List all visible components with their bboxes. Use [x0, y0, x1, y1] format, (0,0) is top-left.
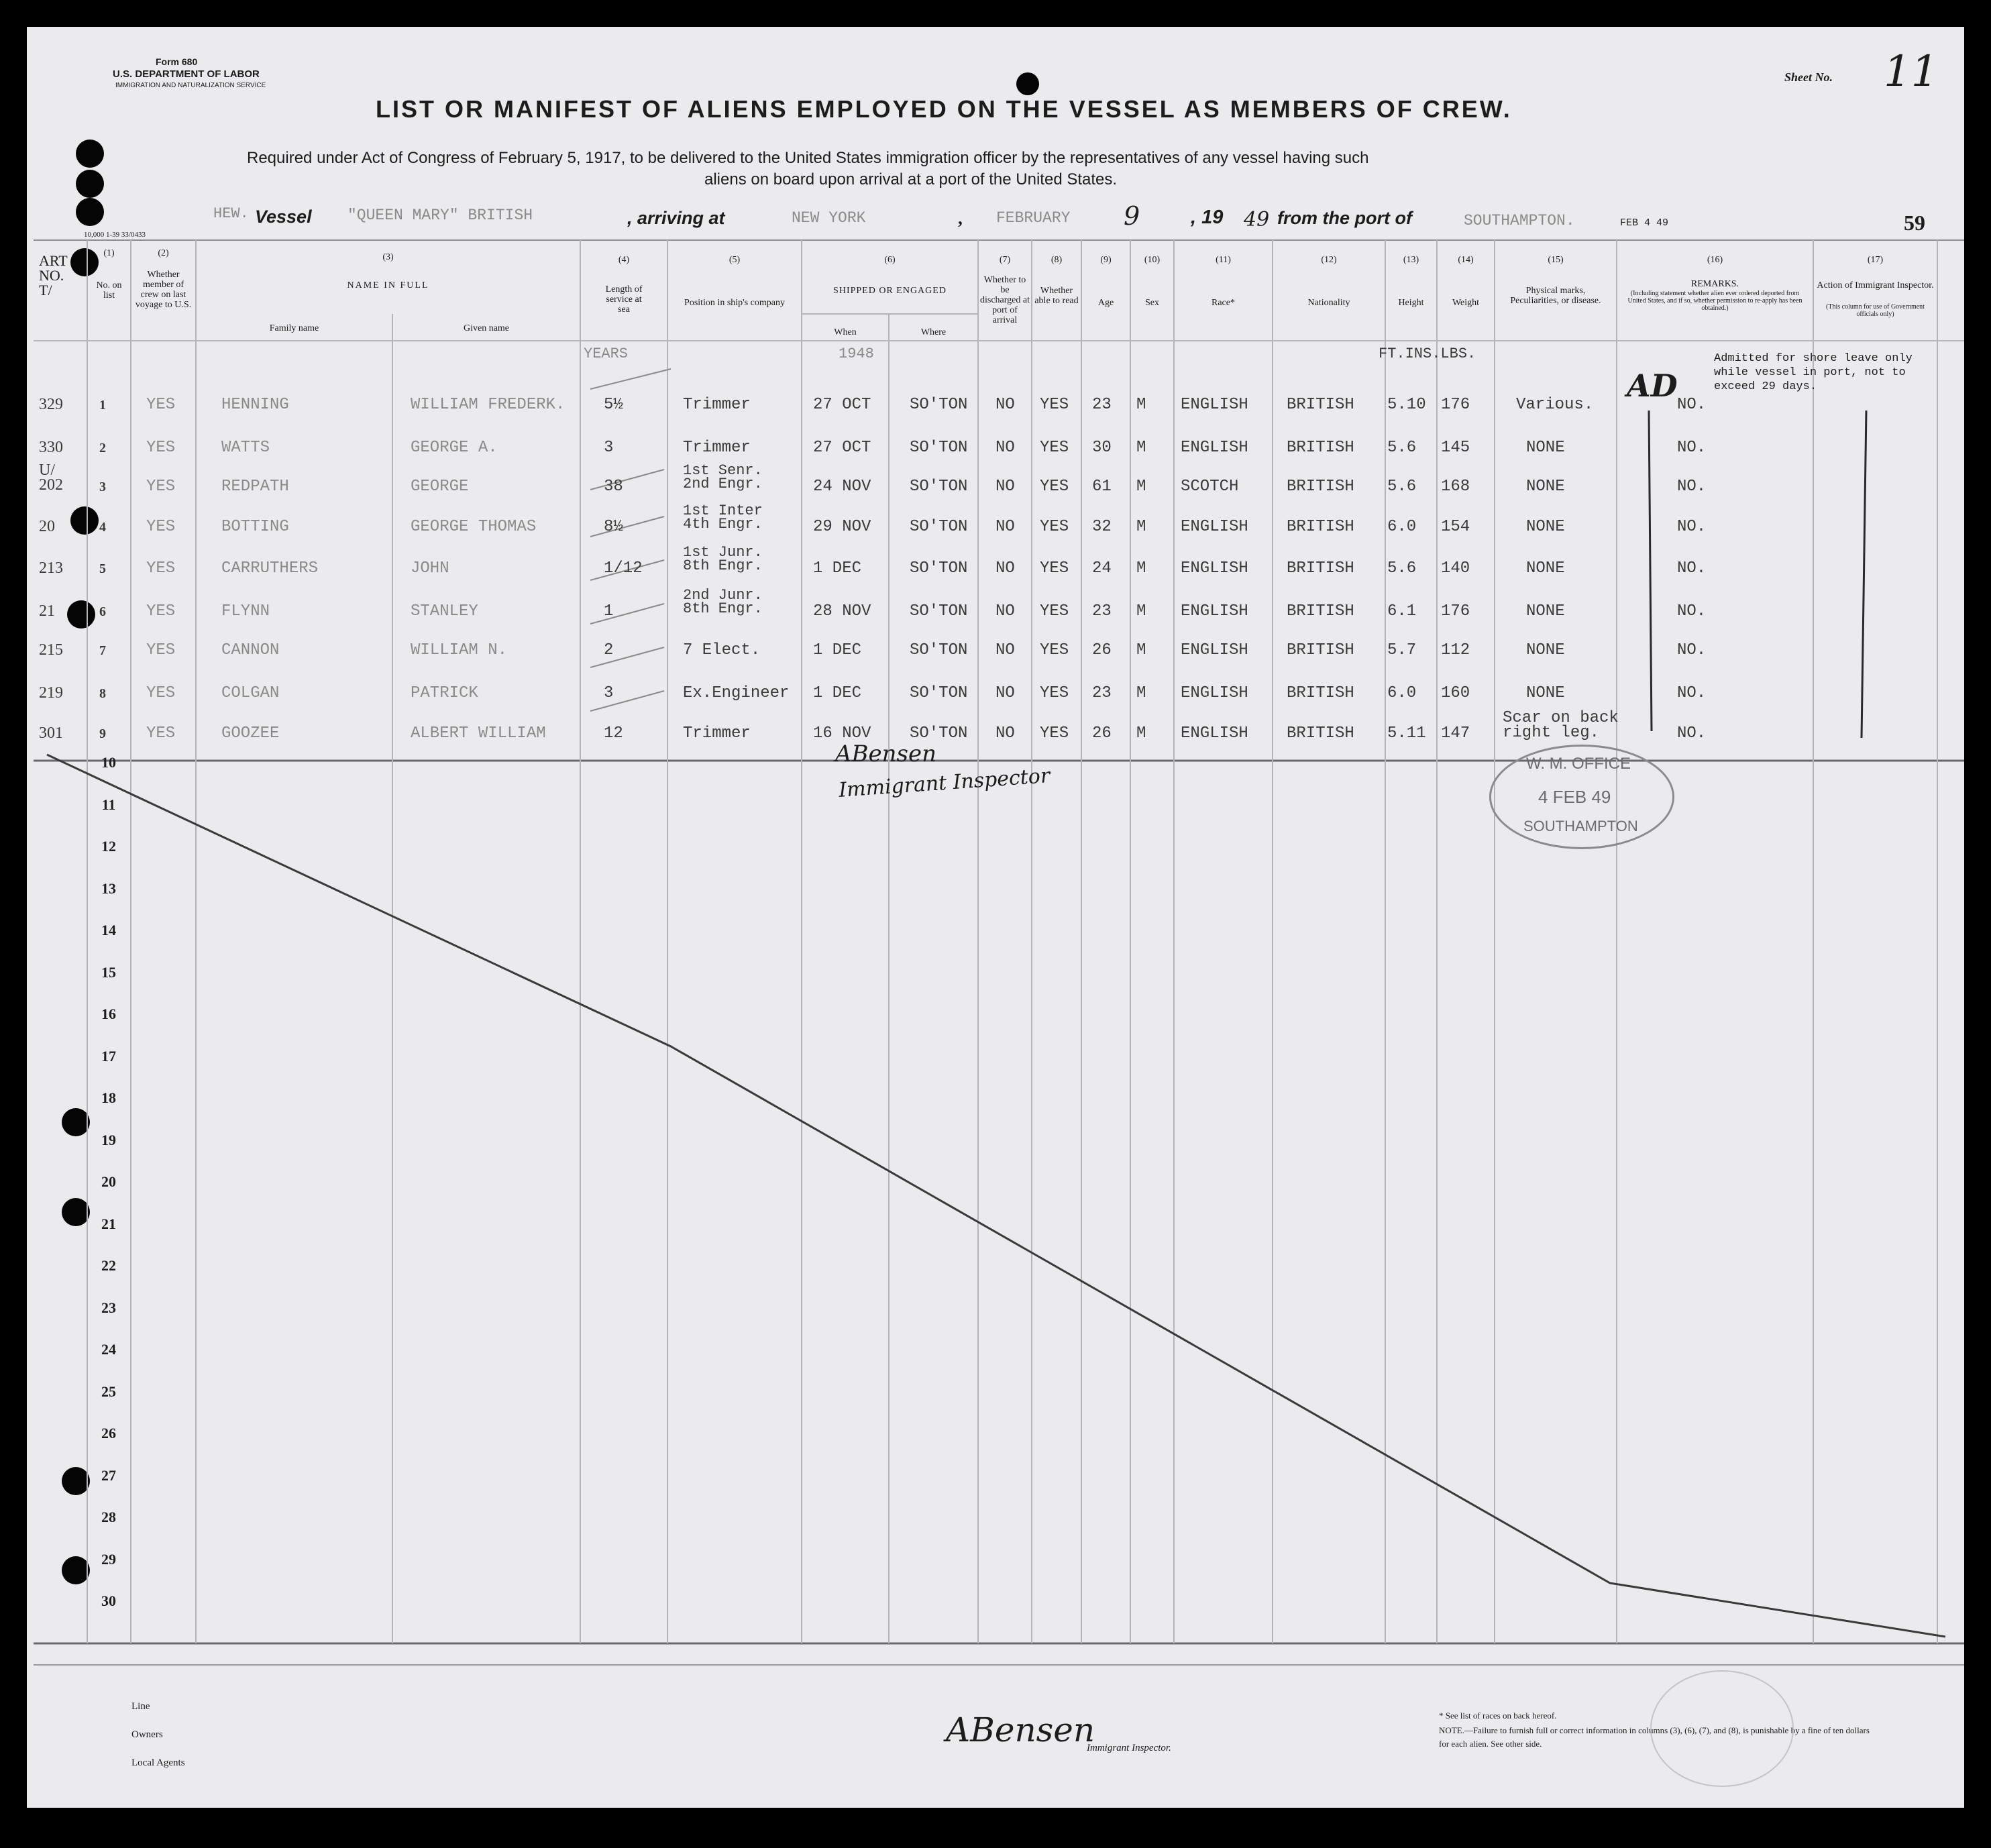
- row-physical-marks: Various.: [1516, 396, 1594, 414]
- col-9-header: Age: [1097, 298, 1114, 308]
- row-given-name: JOHN: [411, 559, 449, 578]
- row-given-name: WILLIAM FREDERK.: [411, 396, 566, 414]
- row-age: 23: [1092, 602, 1112, 620]
- col-2-header: Whether member of crew on last voyage to U.S.: [135, 270, 192, 310]
- col-5-number: (5): [729, 255, 741, 265]
- row-physical-marks: Scar on back right leg.: [1503, 709, 1619, 742]
- row-able-to-read: YES: [1040, 478, 1069, 496]
- row-weight: 176: [1441, 602, 1470, 620]
- where-header: Where: [920, 327, 947, 337]
- col-4-header: Length of service at sea: [605, 284, 643, 315]
- row-nationality: BRITISH: [1287, 518, 1354, 536]
- row-family-name: WATTS: [221, 439, 270, 457]
- art-no-header: ART NO. T/: [39, 252, 68, 298]
- row-family-name: CARRUTHERS: [221, 559, 319, 578]
- col-17-note: (This column for use of Government officials only): [1826, 303, 1925, 318]
- arrival-month: FEBRUARY: [996, 209, 1071, 227]
- col-2-number: (2): [158, 248, 169, 258]
- vessel-prefix: HEW.: [213, 205, 249, 222]
- row-sex: M: [1136, 559, 1146, 578]
- col-17-header: Action of Immigrant Inspector.: [1817, 280, 1934, 290]
- empty-row-number: 14: [101, 922, 116, 938]
- col-15-header: Physical marks, Peculiarities, or disease.: [1510, 286, 1601, 306]
- row-race: ENGLISH: [1181, 439, 1248, 457]
- row-shipped-where: SO'TON: [910, 518, 968, 536]
- row-race: ENGLISH: [1181, 602, 1248, 620]
- row-previous-voyage: YES: [146, 559, 176, 578]
- row-able-to-read: YES: [1040, 602, 1069, 620]
- row-shipped-when: 27 OCT: [813, 396, 871, 414]
- row-sex: M: [1136, 602, 1146, 620]
- row-nationality: BRITISH: [1287, 602, 1354, 620]
- row-position: Trimmer: [683, 396, 751, 414]
- empty-row-number: 25: [101, 1382, 116, 1400]
- row-nationality: BRITISH: [1287, 396, 1354, 414]
- empty-row-number: 18: [101, 1089, 116, 1106]
- empty-row-number: 28: [101, 1509, 116, 1525]
- col-13-number: (13): [1403, 255, 1419, 265]
- row-art-number: 213: [39, 559, 63, 577]
- row-action: NO.: [1677, 684, 1707, 702]
- col-10-number: (10): [1144, 255, 1161, 265]
- year-label: , 19: [1191, 207, 1224, 228]
- row-discharged: NO: [996, 641, 1015, 659]
- row-weight: 168: [1441, 478, 1470, 496]
- row-height: 5.11: [1387, 724, 1426, 743]
- row-action: NO.: [1677, 396, 1707, 414]
- row-weight: 160: [1441, 684, 1470, 702]
- row-weight: 147: [1441, 724, 1470, 743]
- col-13-header: Height: [1398, 298, 1424, 308]
- row-shipped-when: 16 NOV: [813, 724, 871, 743]
- row-position: Ex.Engineer: [683, 684, 790, 702]
- row-physical-marks: NONE: [1526, 439, 1565, 457]
- empty-row-number: 26: [101, 1425, 116, 1442]
- row-previous-voyage: YES: [146, 684, 176, 702]
- row-action: NO.: [1677, 724, 1707, 743]
- row-nationality: BRITISH: [1287, 684, 1354, 702]
- measure-units: FT.INS.LBS.: [1379, 345, 1476, 362]
- inspector-label: Immigrant Inspector.: [1087, 1743, 1171, 1753]
- remarks-note: Admitted for shore leave only while vessel in port, not to exceed 29 days.: [1714, 352, 1913, 393]
- row-shipped-when: 28 NOV: [813, 602, 871, 620]
- col-12-header: Nationality: [1307, 298, 1350, 308]
- col-11-header: Race*: [1212, 298, 1235, 308]
- row-physical-marks: NONE: [1526, 641, 1565, 659]
- row-service-length: 38: [604, 478, 623, 496]
- row-list-number: 2: [99, 441, 106, 455]
- row-race: ENGLISH: [1181, 724, 1248, 743]
- row-age: 23: [1092, 684, 1112, 702]
- ink-stroke: [1862, 411, 1866, 738]
- row-position: Trimmer: [683, 724, 751, 743]
- family-name-header: Family name: [269, 323, 319, 333]
- footer-stamp-ghost: [1650, 1670, 1794, 1787]
- row-shipped-where: SO'TON: [910, 684, 968, 702]
- comma: ,: [958, 208, 963, 228]
- row-age: 30: [1092, 439, 1112, 457]
- row-art-number: 329: [39, 396, 63, 413]
- empty-row-number: 15: [101, 963, 116, 981]
- from-port: SOUTHAMPTON.: [1464, 212, 1575, 229]
- col-3-header: NAME IN FULL: [347, 280, 429, 290]
- row-list-number: 7: [99, 643, 106, 658]
- row-race: ENGLISH: [1181, 518, 1248, 536]
- inspector-initials: AD: [1627, 368, 1678, 404]
- row-able-to-read: YES: [1040, 641, 1069, 659]
- row-art-number: 330: [39, 439, 63, 456]
- row-art-number: 219: [39, 684, 63, 702]
- row-given-name: GEORGE: [411, 478, 469, 496]
- col-3-number: (3): [382, 252, 394, 262]
- col-7-header: Whether to be discharged at port of arrival: [980, 275, 1030, 325]
- page-number: 59: [1904, 211, 1925, 235]
- row-shipped-where: SO'TON: [910, 439, 968, 457]
- arrival-year: 49: [1244, 208, 1270, 231]
- col-4-number: (4): [618, 255, 630, 265]
- years-unit: YEARS: [584, 345, 629, 362]
- row-previous-voyage: YES: [146, 641, 176, 659]
- col-9-number: (9): [1100, 255, 1112, 265]
- row-action: NO.: [1677, 478, 1707, 496]
- row-shipped-when: 1 DEC: [813, 559, 862, 578]
- row-physical-marks: NONE: [1526, 602, 1565, 620]
- row-weight: 140: [1441, 559, 1470, 578]
- row-weight: 145: [1441, 439, 1470, 457]
- row-family-name: COLGAN: [221, 684, 280, 702]
- subtitle-line-1: Required under Act of Congress of February 5, 1917, to be delivered to the United States immigration officer by the representatives of any vessel having such: [247, 149, 1369, 167]
- row-discharged: NO: [996, 602, 1015, 620]
- empty-row-number: 13: [101, 879, 116, 897]
- col-8-number: (8): [1051, 255, 1063, 265]
- page-title: LIST OR MANIFEST OF ALIENS EMPLOYED ON THE VESSEL AS MEMBERS OF CREW.: [376, 95, 1512, 123]
- vessel-name: "QUEEN MARY" BRITISH: [347, 207, 533, 224]
- row-physical-marks: NONE: [1526, 684, 1565, 702]
- row-given-name: GEORGE A.: [411, 439, 498, 457]
- row-previous-voyage: YES: [146, 518, 176, 536]
- row-given-name: GEORGE THOMAS: [411, 518, 537, 536]
- row-action: NO.: [1677, 559, 1707, 578]
- row-sex: M: [1136, 478, 1146, 496]
- row-physical-marks: NONE: [1526, 559, 1565, 578]
- empty-row-number: 12: [101, 838, 116, 855]
- col-14-header: Weight: [1452, 298, 1480, 308]
- row-sex: M: [1136, 724, 1146, 743]
- empty-row-number: 11: [101, 796, 116, 813]
- row-given-name: PATRICK: [411, 684, 478, 702]
- department-label: U.S. DEPARTMENT OF LABOR: [113, 68, 260, 80]
- col-11-number: (11): [1216, 255, 1231, 265]
- row-action: NO.: [1677, 641, 1707, 659]
- col-1-header: No. on list: [96, 280, 122, 301]
- row-family-name: CANNON: [221, 641, 280, 659]
- row-previous-voyage: YES: [146, 602, 176, 620]
- row-shipped-where: SO'TON: [910, 478, 968, 496]
- cancel-diagonal: [47, 755, 1945, 1637]
- row-race: ENGLISH: [1181, 641, 1248, 659]
- row-height: 6.1: [1387, 602, 1417, 620]
- row-shipped-where: SO'TON: [910, 559, 968, 578]
- row-discharged: NO: [996, 518, 1015, 536]
- row-art-number: 21: [39, 602, 55, 620]
- row-position: 7 Elect.: [683, 641, 761, 659]
- empty-row-number: 23: [101, 1299, 116, 1316]
- empty-row-number: 20: [101, 1173, 116, 1190]
- row-age: 26: [1092, 724, 1112, 743]
- row-given-name: STANLEY: [411, 602, 478, 620]
- vessel-label: Vessel: [255, 207, 312, 227]
- row-discharged: NO: [996, 439, 1015, 457]
- row-able-to-read: YES: [1040, 724, 1069, 743]
- row-family-name: GOOZEE: [221, 724, 280, 743]
- row-height: 6.0: [1387, 518, 1417, 536]
- row-list-number: 8: [99, 686, 106, 701]
- print-code: 10,000 1-39 33/0433: [84, 231, 146, 239]
- row-list-number: 4: [99, 520, 106, 535]
- row-physical-marks: NONE: [1526, 518, 1565, 536]
- empty-row-number: 17: [101, 1047, 116, 1065]
- row-discharged: NO: [996, 684, 1015, 702]
- arrival-day: 9: [1124, 201, 1140, 231]
- arrival-port: NEW YORK: [792, 209, 866, 227]
- row-previous-voyage: YES: [146, 396, 176, 414]
- row-race: ENGLISH: [1181, 396, 1248, 414]
- col-14-number: (14): [1458, 255, 1474, 265]
- row-shipped-when: 1 DEC: [813, 684, 862, 702]
- row-nationality: BRITISH: [1287, 724, 1354, 743]
- penalty-note: NOTE.—Failure to furnish full or correct information in columns (3), (6), (7), and (8), is punishable by a fine of ten dollars for each alien. See other side.: [1439, 1725, 1870, 1749]
- row-family-name: REDPATH: [221, 478, 289, 496]
- races-note: * See list of races on back hereof.: [1439, 1710, 1557, 1721]
- inspector-title-mid: Immigrant Inspector: [838, 764, 1051, 802]
- row-previous-voyage: YES: [146, 439, 176, 457]
- stamp-date: 4 FEB 49: [1538, 787, 1611, 807]
- col-17-number: (17): [1867, 255, 1884, 265]
- row-position: 1st Inter 4th Engr.: [683, 502, 763, 533]
- row-nationality: BRITISH: [1287, 478, 1354, 496]
- local-agents-label: Local Agents: [131, 1757, 185, 1768]
- row-discharged: NO: [996, 559, 1015, 578]
- date-stamp: FEB 4 49: [1620, 217, 1669, 229]
- row-shipped-when: 1 DEC: [813, 641, 862, 659]
- empty-row-number: 21: [101, 1215, 116, 1232]
- row-able-to-read: YES: [1040, 684, 1069, 702]
- row-age: 24: [1092, 559, 1112, 578]
- tally-marks: [590, 369, 671, 711]
- row-action: NO.: [1677, 518, 1707, 536]
- row-sex: M: [1136, 439, 1146, 457]
- empty-row-number: 16: [101, 1005, 116, 1022]
- form-number: Form 680: [156, 56, 198, 67]
- col-8-header: Whether able to read: [1034, 286, 1079, 306]
- row-able-to-read: YES: [1040, 396, 1069, 414]
- empty-row-number: 22: [101, 1257, 116, 1274]
- subtitle-line-2: aliens on board upon arrival at a port of the United States.: [704, 170, 1118, 188]
- row-weight: 112: [1441, 641, 1470, 659]
- row-previous-voyage: YES: [146, 724, 176, 743]
- row-list-number: 9: [99, 726, 106, 741]
- empty-row-number: 24: [101, 1341, 116, 1358]
- row-service-length: 8½: [604, 518, 623, 536]
- row-age: 23: [1092, 396, 1112, 414]
- row-shipped-where: SO'TON: [910, 602, 968, 620]
- row-service-length: 2: [604, 641, 614, 659]
- empty-row-number: 30: [101, 1592, 116, 1609]
- ink-stroke: [1649, 411, 1652, 731]
- row-art-number: 301: [39, 724, 63, 742]
- row-family-name: HENNING: [221, 396, 289, 414]
- row-art-number: U/ 202: [39, 461, 63, 494]
- row-sex: M: [1136, 518, 1146, 536]
- owners-label: Owners: [131, 1729, 163, 1740]
- sheet-label: Sheet No.: [1784, 70, 1833, 84]
- row-position: 1st Senr. 2nd Engr.: [683, 462, 763, 492]
- row-age: 61: [1092, 478, 1112, 496]
- row-service-length: 5½: [604, 396, 623, 414]
- row-height: 5.6: [1387, 478, 1417, 496]
- row-race: ENGLISH: [1181, 559, 1248, 578]
- row-action: NO.: [1677, 602, 1707, 620]
- row-height: 5.10: [1387, 396, 1426, 414]
- from-port-label: from the port of: [1277, 208, 1412, 228]
- row-list-number: 3: [99, 480, 106, 494]
- row-service-length: 12: [604, 724, 623, 743]
- row-sex: M: [1136, 641, 1146, 659]
- empty-row-number: 27: [101, 1466, 116, 1484]
- col-6-header: SHIPPED OR ENGAGED: [833, 286, 947, 296]
- stamp-bottom: SOUTHAMPTON: [1523, 818, 1638, 834]
- stamp-top: W. M. OFFICE: [1526, 755, 1631, 773]
- empty-row-number: 29: [101, 1550, 116, 1568]
- col-15-number: (15): [1548, 255, 1564, 265]
- row-shipped-when: 24 NOV: [813, 478, 871, 496]
- row-height: 5.6: [1387, 439, 1417, 457]
- row-weight: 176: [1441, 396, 1470, 414]
- row-shipped-where: SO'TON: [910, 396, 968, 414]
- sheet-number: 11: [1884, 47, 1939, 97]
- row-position: Trimmer: [683, 439, 751, 457]
- row-discharged: NO: [996, 478, 1015, 496]
- row-list-number: 1: [99, 398, 106, 413]
- service-label: IMMIGRATION AND NATURALIZATION SERVICE: [115, 82, 266, 89]
- arriving-label: , arriving at: [627, 208, 725, 228]
- row-discharged: NO: [996, 724, 1015, 743]
- row-height: 5.7: [1387, 641, 1417, 659]
- row-service-length: 3: [604, 439, 614, 457]
- row-shipped-where: SO'TON: [910, 724, 968, 743]
- row-height: 5.6: [1387, 559, 1417, 578]
- row-position: 1st Junr. 8th Engr.: [683, 544, 763, 574]
- col-16-note: (Including statement whether alien ever ordered deported from United States, and if so, whether permission to re-apply has been obtained.): [1627, 290, 1802, 312]
- line-label: Line: [131, 1701, 150, 1712]
- col-7-number: (7): [999, 255, 1011, 265]
- year-shipped: 1948: [839, 345, 874, 362]
- row-service-length: 3: [604, 684, 614, 702]
- empty-row-number: 10: [101, 754, 116, 771]
- empty-row-number: 19: [101, 1131, 116, 1148]
- inspector-signature-mid: ABensen: [835, 741, 937, 767]
- row-shipped-when: 29 NOV: [813, 518, 871, 536]
- office-stamp: [1489, 745, 1674, 849]
- col-16-header: REMARKS.: [1690, 279, 1739, 289]
- row-able-to-read: YES: [1040, 439, 1069, 457]
- col-5-header: Position in ship's company: [684, 298, 785, 308]
- row-race: ENGLISH: [1181, 684, 1248, 702]
- col-16-number: (16): [1707, 255, 1723, 265]
- row-physical-marks: NONE: [1526, 478, 1565, 496]
- col-6-number: (6): [884, 255, 896, 265]
- row-age: 32: [1092, 518, 1112, 536]
- col-10-header: Sex: [1145, 298, 1159, 308]
- row-discharged: NO: [996, 396, 1015, 414]
- row-list-number: 5: [99, 561, 106, 576]
- row-previous-voyage: YES: [146, 478, 176, 496]
- row-sex: M: [1136, 396, 1146, 414]
- row-family-name: FLYNN: [221, 602, 270, 620]
- row-family-name: BOTTING: [221, 518, 289, 536]
- row-list-number: 6: [99, 604, 106, 619]
- col-12-number: (12): [1321, 255, 1337, 265]
- row-given-name: WILLIAM N.: [411, 641, 508, 659]
- row-action: NO.: [1677, 439, 1707, 457]
- given-name-header: Given name: [463, 323, 510, 333]
- col-1-number: (1): [103, 248, 115, 258]
- row-able-to-read: YES: [1040, 518, 1069, 536]
- row-service-length: 1/12: [604, 559, 643, 578]
- row-weight: 154: [1441, 518, 1470, 536]
- row-height: 6.0: [1387, 684, 1417, 702]
- inspector-signature: ABensen: [946, 1710, 1095, 1749]
- row-service-length: 1: [604, 602, 614, 620]
- row-shipped-when: 27 OCT: [813, 439, 871, 457]
- row-shipped-where: SO'TON: [910, 641, 968, 659]
- row-race: SCOTCH: [1181, 478, 1239, 496]
- row-nationality: BRITISH: [1287, 439, 1354, 457]
- row-position: 2nd Junr. 8th Engr.: [683, 587, 763, 617]
- row-art-number: 20: [39, 518, 55, 535]
- row-nationality: BRITISH: [1287, 641, 1354, 659]
- row-sex: M: [1136, 684, 1146, 702]
- when-header: When: [834, 327, 857, 337]
- row-nationality: BRITISH: [1287, 559, 1354, 578]
- row-able-to-read: YES: [1040, 559, 1069, 578]
- row-art-number: 215: [39, 641, 63, 659]
- row-age: 26: [1092, 641, 1112, 659]
- row-given-name: ALBERT WILLIAM: [411, 724, 546, 743]
